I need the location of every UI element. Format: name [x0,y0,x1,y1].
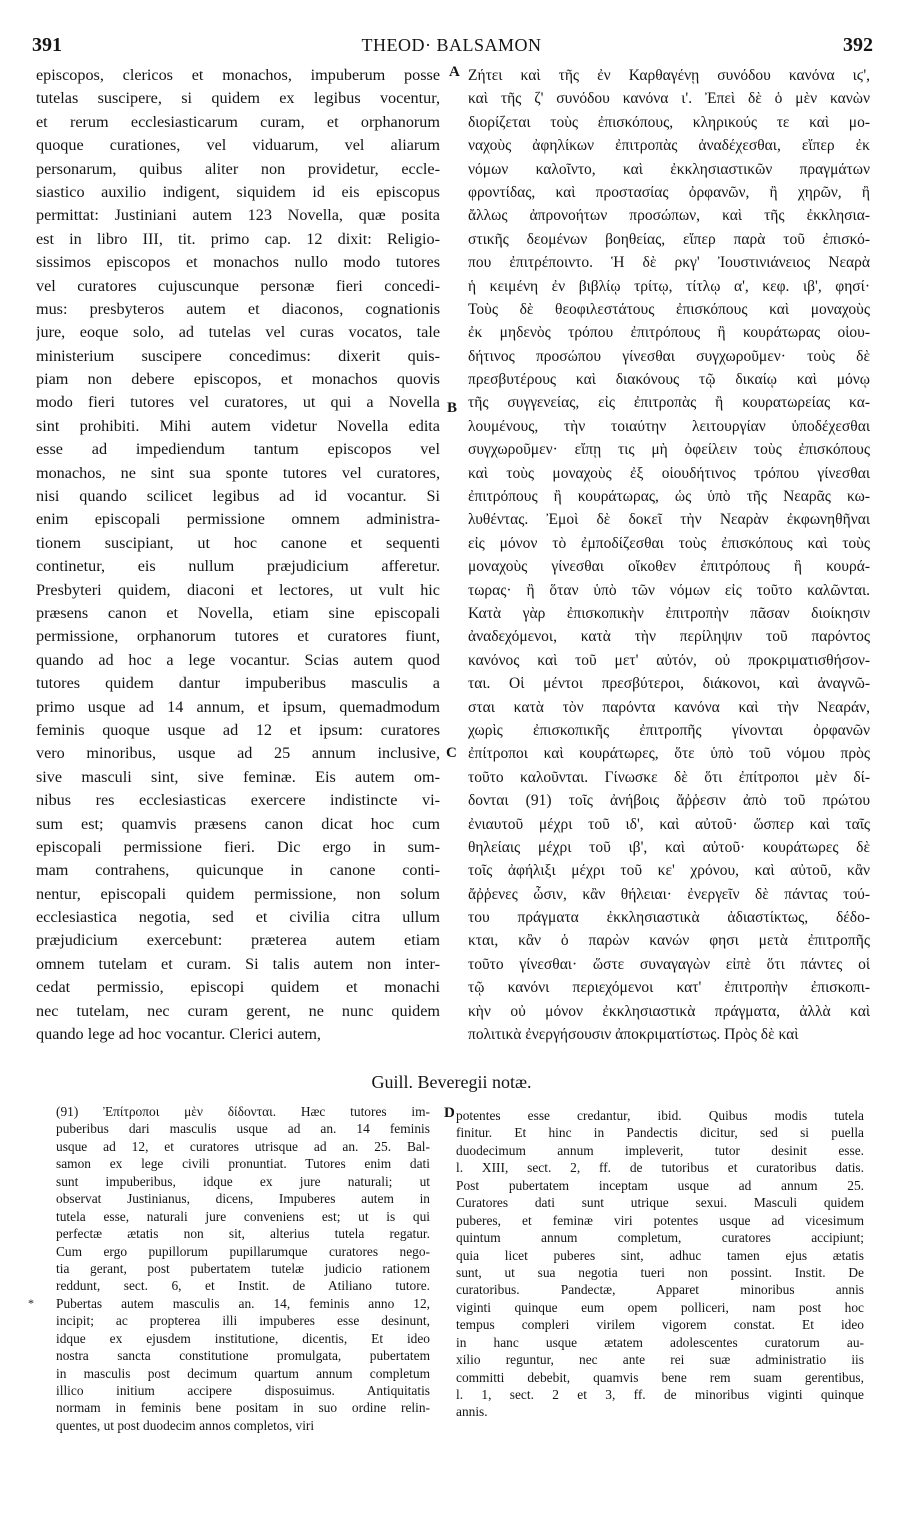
latin-text-line: tionem suscipiant, ut hoc canone et sequenti [36,533,440,552]
note-text-line: quintum annum completum, curatores accipiunt; [456,1230,864,1246]
note-text-line: xilio reguntur, nec ante rei suæ administratio iis [456,1352,864,1368]
latin-text-line: episcopos, clericos et monachos, impuberum posse [36,66,440,84]
greek-text-line: τοῖς ἀφήλιξι μέχρι τοῦ κε' χρόνου, καὶ αὐτοῦ, κἂν [468,862,870,880]
note-text-line: nostra sancta constitutione promulgata, pubertatem [56,1348,430,1364]
latin-text-line: mam contrahens, quicunque in canone conti- [36,861,440,880]
latin-text-line: permittat: Justiniani autem 123 Novella, quæ posita [36,206,440,225]
greek-text-line: που ἐπιτρέποιντο. Ἡ δὲ ρκγ' Ἰουστινιάνειος Νεαρὰ [468,254,870,272]
greek-text-line: Ζήτει καὶ τῆς ἐν Καρθαγένῃ συνόδου κανόνα ιϛ', [468,67,870,84]
notes-left-column [56,1103,430,1434]
note-text-line: l. XIII, sect. 2, ff. de tutoribus et curatoribus datis. [456,1160,864,1176]
latin-text-line: quando ad hoc a lege vocantur. Scias autem quod [36,650,440,669]
note-text-line: observat Justinianus, dicens, Impuberes autem in [56,1191,430,1207]
notes-title: Guill. Beveregii notæ. [371,1072,532,1092]
note-text-line: Pubertas autem masculis an. 14, feminis anno 12, [56,1295,430,1311]
page-number-right: 392 [843,34,873,56]
latin-text-line: vero minoribus, usque ad 25 annum inclusive, [36,744,440,763]
latin-column [36,64,440,1046]
greek-text-line: ἐπίτροποι καὶ κουράτωρες, ὅτε ὑπὸ τοῦ νόμου πρὸς [468,745,870,763]
greek-text-line: συγχωροῦμεν· εἴπῃ τις μὴ ὀφείλειν τοὺς ἐπισκόπους [468,441,870,459]
latin-text-line: vel curatores cujuscunque personæ fieri concedi- [36,276,440,295]
greek-text-line: πολιτικὰ ἐνεργήσουσιν ἀποκριματίστως. Πρὸς δὲ καὶ [468,1026,799,1044]
latin-text-line: est in libro III, tit. primo cap. 12 dixit: Religio- [36,229,440,248]
latin-text-line: et rerum ecclesiasticarum curam, et orphanorum [36,112,440,131]
latin-text-line: cedat permissio, episcopi quidem et monachi [36,978,440,997]
note-text-line: incipit; ac propterea illi impuberes esse desinunt, [56,1313,430,1329]
greek-text-line: πρεσβυτέρους καὶ διακόνους τῷ δικαίῳ καὶ μόνῳ [468,371,870,389]
latin-text-line: monachos, ne sint sua sponte tutores vel curatores, [36,463,440,482]
latin-text-line: nisi quando scilicet legibus ad id vocantur. Si [36,487,440,506]
greek-text-line: τῷ κανόνι περιεχόμενοι κατ' ἐπιτροπὴν ἐπισκοπι- [468,979,870,997]
latin-text-line: tutores quidem dantur impuberibus masculis a [36,674,440,693]
running-title: THEOD· BALSAMON [361,35,542,55]
note-text-line: Post pubertatem inceptam usque ad annum 25. [456,1177,864,1193]
note-text-line: tempus compleri virilem vigorem constat. Et ideo [456,1317,864,1333]
note-text-line: Curatores dati sunt utrique sexui. Masculi quidem [456,1195,864,1211]
margin-letter-a: A [449,64,460,80]
note-text-line: finitur. Et hinc in Pandectis dicitur, sed si puella [456,1125,864,1141]
note-text-line: idque ex ejusdem institutione, dicentis, Et ideo [56,1330,430,1346]
note-text-line: reddunt, sect. 6, et Instit. de Atiliano tutore. [56,1278,430,1294]
greek-text-line: ἐκ μηδενὸς τρόπου ἐπιτρόπους ἢ κουράτωρας οἱου- [468,324,870,342]
margin-letter-c: C [446,745,457,761]
greek-text-line: τοῦτο καλοῦνται. Γίνωσκε δὲ ὅτι ἐπίτροποι μὲν δί- [468,768,870,786]
greek-column [468,64,870,1046]
latin-text-line: jure, eoque solo, ad tutelas vel curas vocatos, tale [36,323,440,342]
latin-text-line: esse ad impediendum tantum episcopos vel [36,440,440,459]
latin-text-line: modo fieri tutores vel curatores, ut qui a Novella [36,393,440,412]
greek-text-line: ἄῤῥενες ὦσιν, κἂν θήλειαι· ἐνεργεῖν δὲ πάντας τού- [468,885,870,903]
note-text-line: illico initium accipere disposuimus. Antiquitatis [56,1383,430,1398]
greek-text-line: λουμένους, τὴν τοιαύτην λειτουργίαν ὑποδέχεσθαι [468,417,870,435]
note-text-line: quia licet puberes sint, adhuc tamen ejus ætatis [456,1247,864,1263]
note-text-line: tia gerant, post pubertatem tutelæ judicio rationem [56,1260,430,1276]
greek-text-line: κανόνος καὶ τοῦ μετ' αὐτόν, οὐ προκριματισθήσον- [468,651,870,669]
latin-text-line: sint prohibiti. Mihi autem videtur Novella edita [36,416,440,435]
note-text-line: curatoribus. Pandectæ, Apparet minoribus annis [456,1282,864,1298]
latin-text-line: piam non debere episcopos, et monachos quovis [36,370,440,389]
latin-text-line: tutelas suscipere, si quidem ex legibus vocentur, [36,89,440,108]
note-text-line: tutela esse, naturali jure conveniens est; ut is qui [56,1208,430,1224]
greek-text-line: τῆς συγγενείας, εἰς ἐπιτροπὰς ἢ κουρατωρείας κα- [468,394,870,412]
latin-text-line: primo usque ad 14 annum, et ipsum, quemadmodum [36,697,440,716]
latin-text-line: omnem tutelam et curam. Si talis autem non inter- [36,954,440,973]
latin-text-line: præsens canon et Novella, etiam sine episcopali [36,603,440,622]
note-text-line: sunt, ut sua negotia tueri non possint. Instit. De [456,1264,864,1280]
note-text-line: committi debebit, quamvis bene rem suam gerentibus, [456,1369,864,1385]
latin-text-line: personarum, quibus aliter non providetur, eccle- [36,159,440,178]
greek-text-line: μοναχοὺς γίνεσθαι οἴκοθεν ἐπιτρόπους ἢ κουρά- [468,558,870,576]
greek-text-line: ἡ κειμένη ἐν βιβλίῳ τρίτῳ, τίτλῳ α', κεφ. ιβ', φησί· [468,277,870,295]
note-text-line: Cum ergo pupillorum pupillarumque curatores nego- [56,1243,430,1259]
notes-right-column [456,1107,864,1421]
latin-text-line: Presbyteri quidem, diaconi et lectores, ut vult hic [36,580,440,599]
latin-text-line: sum est; quamvis præsens canon dicat hoc cum [36,814,440,833]
greek-text-line: κται, κἂν ὁ παρὼν κανών φησι μετὰ ἐπιτροπῆς [468,932,870,950]
greek-text-line: ται. Οἱ μέντοι πρεσβύτεροι, διάκονοι, καὶ ἀναγνῶ- [468,675,870,693]
greek-text-line: θηλείαις μέχρι τοῦ ιβ', καὶ αὐτοῦ· κουράτωρες δὲ [468,838,870,856]
latin-text-line: mus: presbyteros autem et diaconos, cognationis [36,299,440,318]
note-text-line: in hanc usque ætatem adolescentes curatorum au- [456,1334,864,1350]
note-text-line: quentes, ut post duodecim annos completos, viri [56,1417,315,1433]
greek-text-line: χωρὶς ἐπισκοπικῆς ἐπιτροπῆς γίνονται ὀρφανῶν [468,721,870,739]
note-text-line: sunt impuberibus, idque ex jure naturali; ut [56,1173,430,1189]
greek-text-line: ναχοὺς ἀφηλίκων ἐπιτροπὰς ἀναδέχεσθαι, εἴπερ ἐκ [468,137,870,155]
note-text-line: (91) Ἐπίτροποι μὲν δίδονται. Hæc tutores im- [56,1104,430,1119]
greek-text-line: λυθέντας. Ἐμοὶ δὲ δοκεῖ τὴν Νεαρὰν ἐκφωνηθῆναι [468,511,870,529]
latin-text-line: ecclesiastica negotia, sed et civilia citra ullum [36,908,440,927]
note-text-line: normam in feminis bene positam in suo ordine relin- [56,1400,430,1416]
greek-text-line: καὶ τῆς ζ' συνόδου κανόνα ι'. Ἐπεὶ δὲ ὁ μὲν κανὼν [468,90,870,108]
greek-text-line: καὶ τοὺς μοναχοὺς ἐξ οἱουδήτινος τρόπου γίνεσθαι [468,464,870,482]
latin-text-line: permissione, orphanorum tutores et curatores fiunt, [36,627,440,646]
note-text-line: perfectæ ætatis non sit, alterius tutela regatur. [56,1226,430,1242]
greek-text-line: Κατὰ γὰρ ἐπισκοπικὴν ἐπιτροπὴν πᾶσαν διοίκησιν [468,604,870,622]
note-text-line: viginti quinque eum opem polliceri, nam post hoc [456,1299,864,1315]
margin-letter-b: B [447,400,458,416]
latin-text-line: siastico auxilio indigent, siquidem id eis episcopus [36,182,440,201]
greek-text-line: τοῦτο γίνεσθαι· ὥστε συναγαγὼν εἰπὲ ὅτι πάντες οἱ [468,955,870,973]
greek-text-line: δήτινος προσώπου γίνεσθαι συγχωροῦμεν· τοὺς δὲ [468,347,870,365]
page-number-left: 391 [32,34,62,56]
greek-text-line: εἰς μόνον τὸ ἐμποδίζεσθαι τοὺς ἐπισκόπους καὶ τοὺς [468,534,870,552]
latin-text-line: feminis quoque usque ad 12 et ipsum: curatores [36,720,440,739]
greek-text-line: κὴν οὐ μόνον ἐκκλησιαστικὰ πράγματα, ἀλλὰ καὶ [468,1002,870,1020]
note-text-line: usque ad 12, et curatores utrisque ad an. 25. Bal- [56,1138,430,1154]
note-text-line: puberes, et feminæ viri potentes usque ad vicesimum [456,1212,864,1228]
note-text-line: potentes esse credantur, ibid. Quibus modis tutela [456,1108,864,1123]
greek-text-line: φροντίδας, καὶ προστασίας ὀρφανῶν, ἢ χηρῶν, ἢ [468,183,870,201]
latin-text-line: præjudicium exercebunt: præterea autem etiam [36,931,440,950]
latin-text-line: quoque curationes, vel viduarum, vel aliarum [36,136,440,155]
latin-text-line: sive masculi sint, sive feminæ. Eis autem om- [36,767,440,786]
note-text-line: in masculis post decimum quartum annum completum [56,1365,430,1381]
latin-text-line: enim episcopali permissione omnem administra- [36,510,440,529]
latin-text-line: sissimos episcopos et monachos nullo modo tutores [36,253,440,272]
note-text-line: puberibus dari masculis usque ad an. 14 feminis [56,1121,430,1137]
margin-letter-d: D [444,1105,455,1121]
greek-text-line: ἀναδεχόμενοι, κατὰ τὴν περίληψιν τοῦ παρόντος [468,628,870,646]
note-text-line: l. 1, sect. 2 et 3, ff. de minoribus viginti quinque [456,1387,864,1402]
latin-text-line: continetur, eis nullum præjudicium afferetur. [36,557,440,576]
greek-text-line: νόμων καλοῖντο, καὶ ἐκκλησιαστικῶν πραγμάτων [468,160,870,178]
note-text-line: annis. [456,1404,488,1420]
greek-text-line: ἐπιτρόπους ἢ κουράτωρας, ὡς ὑπὸ τῆς Νεαρᾶς κω- [468,488,870,506]
latin-text-line: nentur, episcopali quidem permissione, non solum [36,884,440,903]
greek-text-line: Τοὺς δὲ θεοφιλεστάτους ἐπισκόπους καὶ μοναχοὺς [468,300,870,318]
latin-text-line: ministerium suscipere concedimus: dixerit quis- [36,346,440,365]
greek-text-line: τωρας· ἢ ὅταν ὑπὸ τῶν νόμων εἰς τοῦτο καλῶνται. [468,581,870,599]
running-head [30,34,873,58]
latin-text-line: nec tutelam, nec curam gerent, ne nunc quidem [36,1001,440,1020]
greek-text-line: σται κατὰ τὸν παρόντα κανόνα καὶ τὴν Νεαράν, [468,698,870,716]
latin-text-line: quando lege ad hoc vocantur. Clerici autem, [36,1025,321,1044]
latin-text-line: nibus res ecclesiasticas exercere indistincte vi- [36,791,440,810]
greek-text-line: δονται (91) τοῖς ἀνήβοις ἄῤῥεσιν ἀπὸ τοῦ πρώτου [468,792,870,810]
greek-text-line: ἐνιαυτοῦ μέχρι τοῦ ιδ', καὶ αὐτοῦ· ὥσπερ καὶ ταῖς [468,815,870,833]
stray-mark: * [28,1296,34,1310]
greek-text-line: ἄλλως ἀπρονοήτων προσώπων, καὶ τῆς ἐκκλησια- [468,207,870,225]
note-text-line: duodecimum annum impleverit, tutor desinit esse. [456,1142,864,1158]
note-text-line: samon ex lege civili pronuntiat. Tutores enim dati [56,1156,430,1172]
greek-text-line: στικῆς δεομένων βοηθείας, εἴπερ παρὰ τοῦ ἐπισκό- [468,230,870,248]
greek-text-line: διορίζεται τοὺς ἐπισκόπους, κληρικούς τε καὶ μο- [468,113,870,131]
latin-text-line: episcopali permissione fieri. Dic ergo in sum- [36,837,440,856]
greek-text-line: του πράγματα ἐκκλησιαστικὰ ἀδιαστίκτως, δέδο- [468,909,870,927]
